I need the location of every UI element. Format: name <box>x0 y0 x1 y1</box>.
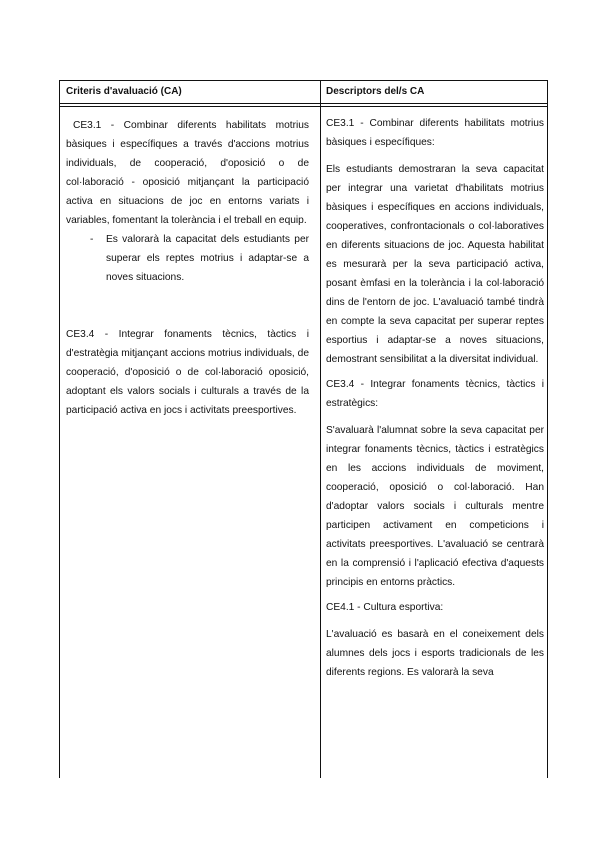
criteria-table <box>59 80 548 778</box>
descriptor-ce41-title: CE4.1 - Cultura esportiva: <box>326 602 444 613</box>
descriptor-ce41-text: L'avaluació es basarà en el coneixement dels alumnes dels jocs i esports tradicionals de les diferents regions. Es valorarà la seva <box>326 629 544 678</box>
criterion-ce31: CE3.1 - Combinar diferents habilitats motrius bàsiques i específiques a través d'accions motrius individuals, de cooperació, d'oposició o de col·laboració - oposició mitjançant la participació activa en situacions de joc en entorns variats i variables, fomentant la tolerància i el treball en equip. <box>66 120 309 226</box>
bullet-dash: - <box>90 234 94 245</box>
criterion-ce34: CE3.4 - Integrar fonaments tècnics, tàctics i d'estratègia mitjançant accions motrius individuals, de cooperació, d'oposició o de col·laboració oposició, adoptant els valors socials i culturals a través de la participació activa en jocs i activitats preesportives. <box>66 329 309 416</box>
header-criteria: Criteris d'avaluació (CA) <box>66 86 182 97</box>
header-descriptors: Descriptors del/s CA <box>326 86 425 97</box>
criterion-ce31-bullet <box>90 230 309 287</box>
criteria-column <box>66 116 309 420</box>
descriptor-ce34-title: CE3.4 - Integrar fonaments tècnics, tàctics i estratègics: <box>326 379 544 409</box>
column-divider <box>320 81 321 778</box>
descriptors-column <box>326 114 544 682</box>
header-divider-double <box>60 106 547 107</box>
descriptor-ce31-title: CE3.1 - Combinar diferents habilitats motrius bàsiques i específiques: <box>326 118 544 148</box>
descriptor-ce34-text: S'avaluarà l'alumnat sobre la seva capacitat per integrar fonaments tècnics, tàctics i estratègics en les accions individuals de moviment, cooperació, oposició o col·laboració. Han d'adoptar valors socials i culturals mentre participen activament en competicions i activitats preesportives. L'avaluació se centrarà en la comprensió i l'aplicació efectiva d'aquests principis en entorns pràctics. <box>326 425 544 588</box>
header-divider <box>60 103 547 104</box>
descriptor-ce31-text: Els estudiants demostraran la seva capacitat per integrar una varietat d'habilitats motrius bàsiques i específiques en accions individuals, cooperatives, confrontacionals o col·laboratives en diferents situacions de joc. Aquesta habilitat es mesurarà per la seva participació activa, posant èmfasi en la tolerància i la col·laboració dins de l'entorn de joc. L'avaluació també tindrà en compte la seva capacitat per superar reptes esportius i adaptar-se a noves situacions, demostrant sensibilitat a la diversitat individual. <box>326 164 544 365</box>
bullet-text: Es valorarà la capacitat dels estudiants per superar els reptes motrius i adaptar-se a noves situacions. <box>106 234 309 283</box>
